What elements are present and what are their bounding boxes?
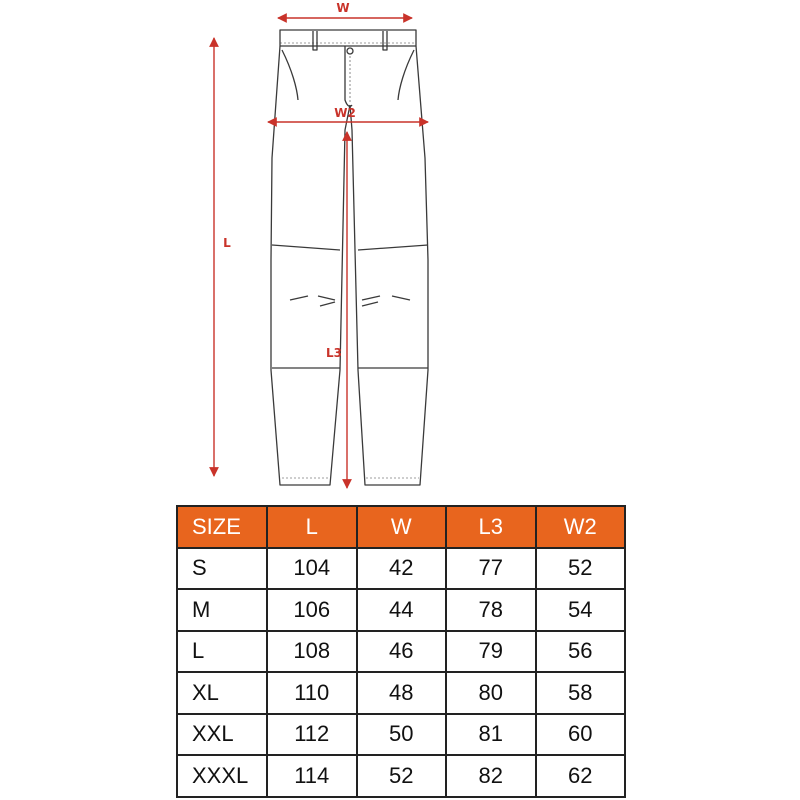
size-chart-table: [176, 505, 626, 798]
cell-waist: 44: [357, 589, 447, 631]
fly: [345, 46, 352, 106]
cell-inseam: 77: [446, 548, 536, 590]
table-row: [177, 672, 625, 714]
knee-seam-left: [272, 245, 340, 250]
cell-inseam: 79: [446, 631, 536, 673]
front-pocket-right: [398, 50, 414, 100]
table-row: [177, 589, 625, 631]
cell-waist: 42: [357, 548, 447, 590]
front-pocket-left: [282, 50, 298, 100]
right-leg: [350, 46, 428, 485]
cell-length: 112: [267, 714, 357, 756]
inseam-label: L3: [326, 346, 342, 360]
cell-hip: 52: [536, 548, 626, 590]
cell-length: 110: [267, 672, 357, 714]
cell-size: S: [177, 548, 267, 590]
belt-loop-right: [383, 31, 387, 50]
cell-inseam: 80: [446, 672, 536, 714]
cell-inseam: 81: [446, 714, 536, 756]
knee-dart-right-a: [362, 296, 380, 300]
header-length: L: [267, 506, 357, 548]
cell-hip: 60: [536, 714, 626, 756]
knee-dart-right-c: [362, 302, 378, 306]
table-header-row: [177, 506, 625, 548]
table-row: [177, 548, 625, 590]
knee-dart-left-a: [290, 296, 308, 300]
cell-size: M: [177, 589, 267, 631]
cell-waist: 46: [357, 631, 447, 673]
waist-button: [347, 48, 353, 54]
cell-hip: 62: [536, 755, 626, 797]
cell-length: 108: [267, 631, 357, 673]
hip-label: W2: [334, 106, 356, 120]
table-row: [177, 714, 625, 756]
dimension-lines: [214, 18, 428, 488]
cell-inseam: 82: [446, 755, 536, 797]
cell-length: 114: [267, 755, 357, 797]
cell-waist: 50: [357, 714, 447, 756]
belt-loop-left: [313, 31, 317, 50]
knee-seam-right: [358, 245, 428, 250]
length-label: L: [223, 236, 231, 250]
waist-label: W: [336, 1, 350, 15]
knee-dart-left-b: [318, 296, 335, 300]
header-inseam: L3: [446, 506, 536, 548]
waistband: [280, 30, 416, 46]
cell-length: 106: [267, 589, 357, 631]
header-hip: W2: [536, 506, 626, 548]
cell-hip: 58: [536, 672, 626, 714]
header-size: SIZE: [177, 506, 267, 548]
header-waist: W: [357, 506, 447, 548]
cell-size: L: [177, 631, 267, 673]
table-row: [177, 631, 625, 673]
cell-waist: 52: [357, 755, 447, 797]
knee-dart-left-c: [320, 302, 335, 306]
cell-hip: 56: [536, 631, 626, 673]
cell-size: XL: [177, 672, 267, 714]
cell-inseam: 78: [446, 589, 536, 631]
knee-dart-right-b: [392, 296, 410, 300]
table-row: [177, 755, 625, 797]
cell-hip: 54: [536, 589, 626, 631]
trousers-outline: [271, 30, 428, 485]
cell-length: 104: [267, 548, 357, 590]
cell-size: XXL: [177, 714, 267, 756]
cell-size: XXXL: [177, 755, 267, 797]
cell-waist: 48: [357, 672, 447, 714]
